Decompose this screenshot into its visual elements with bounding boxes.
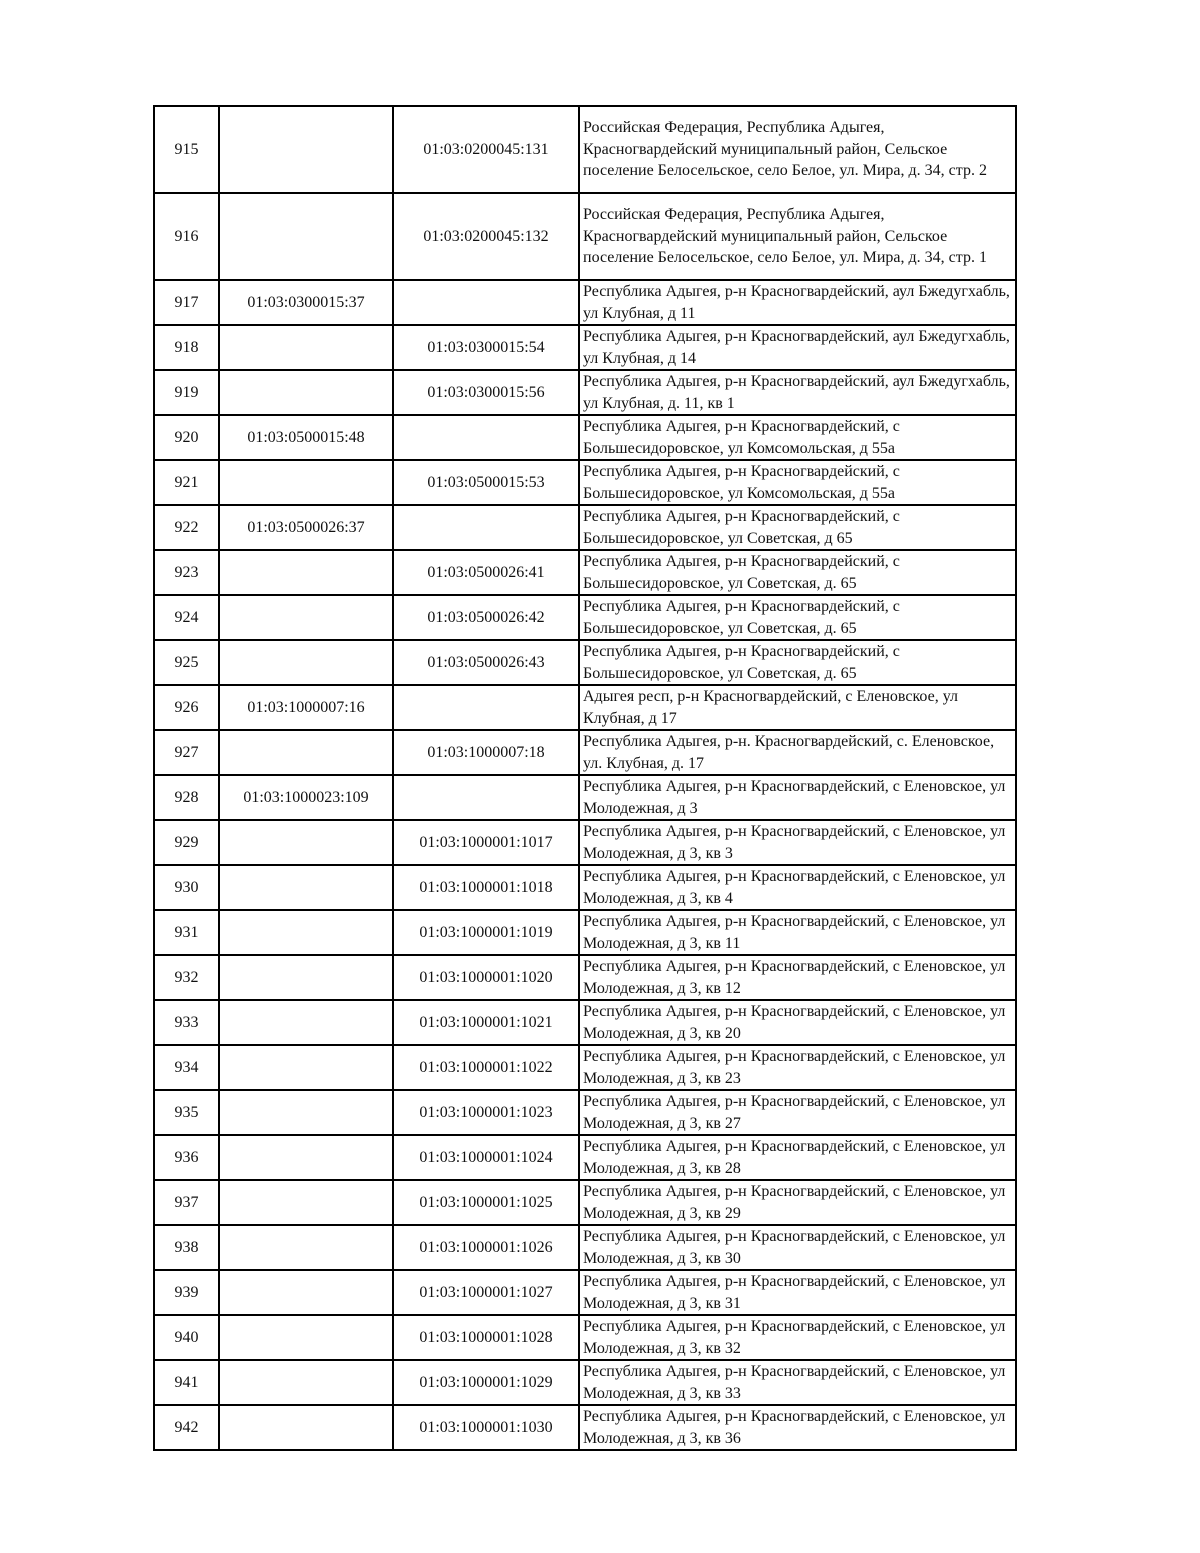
row-number: 938 bbox=[154, 1225, 219, 1270]
address: Республика Адыгея, р-н Красногвардейский, аул Бжедугхабль, ул Клубная, д. 11, кв 1 bbox=[579, 370, 1016, 415]
cadastral-number-building: 01:03:1000001:1027 bbox=[393, 1270, 579, 1315]
address: Республика Адыгея, р-н Красногвардейский, с Еленовское, ул Молодежная, д 3, кв 29 bbox=[579, 1180, 1016, 1225]
cadastral-number-building: 01:03:1000001:1023 bbox=[393, 1090, 579, 1135]
row-number: 936 bbox=[154, 1135, 219, 1180]
address: Республика Адыгея, р-н. Красногвардейский, с. Еленовское, ул. Клубная, д. 17 bbox=[579, 730, 1016, 775]
cadastral-number-building bbox=[393, 685, 579, 730]
row-number: 941 bbox=[154, 1360, 219, 1405]
table-row bbox=[154, 1090, 1016, 1135]
table-row bbox=[154, 505, 1016, 550]
address: Республика Адыгея, р-н Красногвардейский, с Большесидоровское, ул Советская, д. 65 bbox=[579, 595, 1016, 640]
address: Адыгея респ, р-н Красногвардейский, с Еленовское, ул Клубная, д 17 bbox=[579, 685, 1016, 730]
cadastral-number-building: 01:03:1000001:1025 bbox=[393, 1180, 579, 1225]
address: Республика Адыгея, р-н Красногвардейский, с Еленовское, ул Молодежная, д 3 bbox=[579, 775, 1016, 820]
cadastral-number-building: 01:03:1000001:1020 bbox=[393, 955, 579, 1000]
table-row bbox=[154, 1225, 1016, 1270]
table-row bbox=[154, 1315, 1016, 1360]
table-row bbox=[154, 550, 1016, 595]
row-number: 915 bbox=[154, 106, 219, 193]
cadastral-number-building: 01:03:1000007:18 bbox=[393, 730, 579, 775]
cadastral-number-building: 01:03:0500026:42 bbox=[393, 595, 579, 640]
cadastral-number-building: 01:03:0500026:41 bbox=[393, 550, 579, 595]
cadastral-number-building bbox=[393, 775, 579, 820]
property-table bbox=[153, 105, 1017, 1451]
cadastral-number-building: 01:03:0200045:131 bbox=[393, 106, 579, 193]
cadastral-number-parcel: 01:03:0300015:37 bbox=[219, 280, 393, 325]
cadastral-number-parcel bbox=[219, 1405, 393, 1450]
row-number: 929 bbox=[154, 820, 219, 865]
table-row bbox=[154, 1405, 1016, 1450]
cadastral-number-building bbox=[393, 505, 579, 550]
cadastral-number-building: 01:03:1000001:1028 bbox=[393, 1315, 579, 1360]
table-row bbox=[154, 1360, 1016, 1405]
cadastral-number-building: 01:03:1000001:1024 bbox=[393, 1135, 579, 1180]
table-row bbox=[154, 595, 1016, 640]
address: Республика Адыгея, р-н Красногвардейский, аул Бжедугхабль, ул Клубная, д 14 bbox=[579, 325, 1016, 370]
row-number: 937 bbox=[154, 1180, 219, 1225]
address: Республика Адыгея, р-н Красногвардейский, с Еленовское, ул Молодежная, д 3, кв 20 bbox=[579, 1000, 1016, 1045]
cadastral-number-parcel bbox=[219, 106, 393, 193]
address: Республика Адыгея, р-н Красногвардейский, с Еленовское, ул Молодежная, д 3, кв 32 bbox=[579, 1315, 1016, 1360]
cadastral-number-parcel bbox=[219, 910, 393, 955]
cadastral-number-parcel bbox=[219, 460, 393, 505]
cadastral-number-building: 01:03:0300015:54 bbox=[393, 325, 579, 370]
row-number: 932 bbox=[154, 955, 219, 1000]
cadastral-number-parcel: 01:03:0500015:48 bbox=[219, 415, 393, 460]
row-number: 919 bbox=[154, 370, 219, 415]
table-row bbox=[154, 415, 1016, 460]
row-number: 922 bbox=[154, 505, 219, 550]
cadastral-number-parcel bbox=[219, 730, 393, 775]
row-number: 935 bbox=[154, 1090, 219, 1135]
property-table-body bbox=[154, 106, 1016, 1450]
cadastral-number-building: 01:03:1000001:1030 bbox=[393, 1405, 579, 1450]
table-row bbox=[154, 640, 1016, 685]
cadastral-number-parcel bbox=[219, 325, 393, 370]
table-row bbox=[154, 1000, 1016, 1045]
cadastral-number-building bbox=[393, 280, 579, 325]
address: Республика Адыгея, р-н Красногвардейский, с Большесидоровское, ул Комсомольская, д 55а bbox=[579, 460, 1016, 505]
row-number: 923 bbox=[154, 550, 219, 595]
table-row bbox=[154, 685, 1016, 730]
row-number: 939 bbox=[154, 1270, 219, 1315]
table-row bbox=[154, 820, 1016, 865]
address: Республика Адыгея, р-н Красногвардейский, с Большесидоровское, ул Советская, д. 65 bbox=[579, 550, 1016, 595]
cadastral-number-parcel bbox=[219, 1315, 393, 1360]
row-number: 920 bbox=[154, 415, 219, 460]
table-row bbox=[154, 910, 1016, 955]
address: Республика Адыгея, р-н Красногвардейский, с Еленовское, ул Молодежная, д 3, кв 11 bbox=[579, 910, 1016, 955]
cadastral-number-parcel bbox=[219, 1180, 393, 1225]
cadastral-number-parcel bbox=[219, 820, 393, 865]
cadastral-number-building: 01:03:1000001:1018 bbox=[393, 865, 579, 910]
cadastral-number-parcel bbox=[219, 865, 393, 910]
table-row bbox=[154, 955, 1016, 1000]
cadastral-number-building: 01:03:0500015:53 bbox=[393, 460, 579, 505]
cadastral-number-parcel bbox=[219, 1135, 393, 1180]
cadastral-number-parcel bbox=[219, 370, 393, 415]
row-number: 927 bbox=[154, 730, 219, 775]
cadastral-number-building: 01:03:1000001:1019 bbox=[393, 910, 579, 955]
address: Республика Адыгея, р-н Красногвардейский, с Еленовское, ул Молодежная, д 3, кв 4 bbox=[579, 865, 1016, 910]
address: Республика Адыгея, р-н Красногвардейский, с Еленовское, ул Молодежная, д 3, кв 12 bbox=[579, 955, 1016, 1000]
row-number: 930 bbox=[154, 865, 219, 910]
address: Республика Адыгея, р-н Красногвардейский, с Еленовское, ул Молодежная, д 3, кв 3 bbox=[579, 820, 1016, 865]
row-number: 921 bbox=[154, 460, 219, 505]
address: Республика Адыгея, р-н Красногвардейский, с Еленовское, ул Молодежная, д 3, кв 27 bbox=[579, 1090, 1016, 1135]
row-number: 933 bbox=[154, 1000, 219, 1045]
address: Республика Адыгея, р-н Красногвардейский, с Еленовское, ул Молодежная, д 3, кв 31 bbox=[579, 1270, 1016, 1315]
table-row bbox=[154, 460, 1016, 505]
row-number: 928 bbox=[154, 775, 219, 820]
cadastral-number-parcel bbox=[219, 1000, 393, 1045]
cadastral-number-building: 01:03:0300015:56 bbox=[393, 370, 579, 415]
table-row bbox=[154, 865, 1016, 910]
table-row bbox=[154, 106, 1016, 193]
cadastral-number-parcel bbox=[219, 1270, 393, 1315]
table-row bbox=[154, 775, 1016, 820]
cadastral-number-parcel bbox=[219, 193, 393, 280]
cadastral-number-parcel bbox=[219, 1045, 393, 1090]
cadastral-number-parcel bbox=[219, 640, 393, 685]
cadastral-number-parcel bbox=[219, 955, 393, 1000]
cadastral-number-building bbox=[393, 415, 579, 460]
cadastral-number-parcel bbox=[219, 550, 393, 595]
table-row bbox=[154, 1135, 1016, 1180]
table-row bbox=[154, 325, 1016, 370]
cadastral-number-parcel bbox=[219, 1360, 393, 1405]
address: Республика Адыгея, р-н Красногвардейский, с Большесидоровское, ул Советская, д 65 bbox=[579, 505, 1016, 550]
table-row bbox=[154, 730, 1016, 775]
address: Республика Адыгея, р-н Красногвардейский, аул Бжедугхабль, ул Клубная, д 11 bbox=[579, 280, 1016, 325]
table-row bbox=[154, 1180, 1016, 1225]
cadastral-number-parcel: 01:03:1000023:109 bbox=[219, 775, 393, 820]
row-number: 924 bbox=[154, 595, 219, 640]
row-number: 942 bbox=[154, 1405, 219, 1450]
address: Российская Федерация, Республика Адыгея, Красногвардейский муниципальный район, Сельское поселение Белосельское, село Белое, ул. Мира, д. 34, стр. 2 bbox=[579, 106, 1016, 193]
address: Республика Адыгея, р-н Красногвардейский, с Еленовское, ул Молодежная, д 3, кв 33 bbox=[579, 1360, 1016, 1405]
cadastral-number-parcel bbox=[219, 595, 393, 640]
row-number: 934 bbox=[154, 1045, 219, 1090]
cadastral-number-building: 01:03:1000001:1029 bbox=[393, 1360, 579, 1405]
cadastral-number-building: 01:03:1000001:1017 bbox=[393, 820, 579, 865]
table-row bbox=[154, 1045, 1016, 1090]
row-number: 926 bbox=[154, 685, 219, 730]
row-number: 916 bbox=[154, 193, 219, 280]
row-number: 925 bbox=[154, 640, 219, 685]
cadastral-number-parcel bbox=[219, 1225, 393, 1270]
cadastral-number-building: 01:03:1000001:1022 bbox=[393, 1045, 579, 1090]
address: Республика Адыгея, р-н Красногвардейский, с Большесидоровское, ул Советская, д. 65 bbox=[579, 640, 1016, 685]
address: Республика Адыгея, р-н Красногвардейский, с Еленовское, ул Молодежная, д 3, кв 23 bbox=[579, 1045, 1016, 1090]
table-row bbox=[154, 193, 1016, 280]
address: Республика Адыгея, р-н Красногвардейский, с Еленовское, ул Молодежная, д 3, кв 28 bbox=[579, 1135, 1016, 1180]
row-number: 931 bbox=[154, 910, 219, 955]
table-row bbox=[154, 280, 1016, 325]
table-row bbox=[154, 1270, 1016, 1315]
cadastral-number-parcel bbox=[219, 1090, 393, 1135]
address: Республика Адыгея, р-н Красногвардейский, с Еленовское, ул Молодежная, д 3, кв 30 bbox=[579, 1225, 1016, 1270]
cadastral-number-building: 01:03:0200045:132 bbox=[393, 193, 579, 280]
address: Российская Федерация, Республика Адыгея, Красногвардейский муниципальный район, Сельское поселение Белосельское, село Белое, ул. Мира, д. 34, стр. 1 bbox=[579, 193, 1016, 280]
row-number: 940 bbox=[154, 1315, 219, 1360]
table-row bbox=[154, 370, 1016, 415]
row-number: 917 bbox=[154, 280, 219, 325]
cadastral-number-building: 01:03:1000001:1026 bbox=[393, 1225, 579, 1270]
cadastral-number-building: 01:03:0500026:43 bbox=[393, 640, 579, 685]
address: Республика Адыгея, р-н Красногвардейский, с Большесидоровское, ул Комсомольская, д 55а bbox=[579, 415, 1016, 460]
cadastral-number-building: 01:03:1000001:1021 bbox=[393, 1000, 579, 1045]
address: Республика Адыгея, р-н Красногвардейский, с Еленовское, ул Молодежная, д 3, кв 36 bbox=[579, 1405, 1016, 1450]
cadastral-number-parcel: 01:03:0500026:37 bbox=[219, 505, 393, 550]
row-number: 918 bbox=[154, 325, 219, 370]
cadastral-number-parcel: 01:03:1000007:16 bbox=[219, 685, 393, 730]
